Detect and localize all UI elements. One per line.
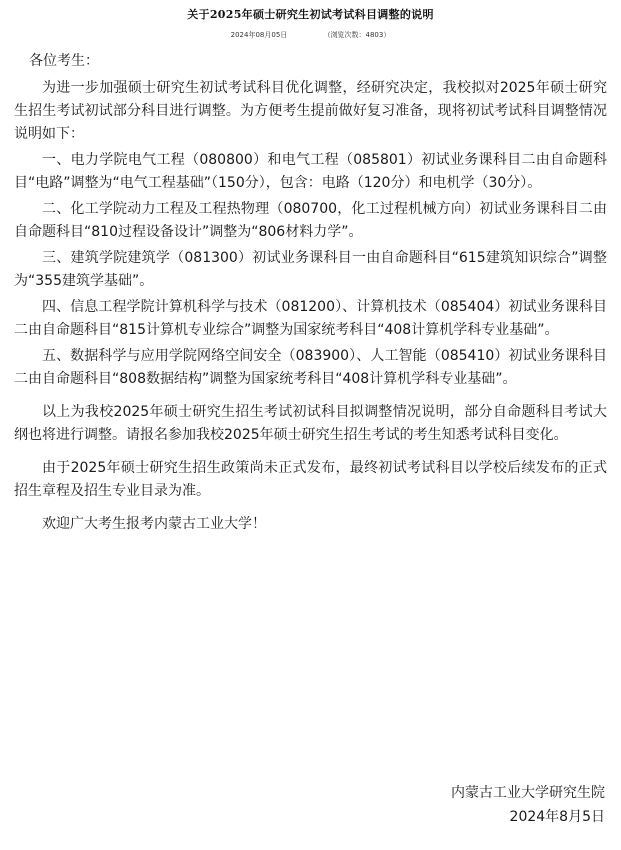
article-body [14, 50, 607, 539]
intro-paragraph: 为进一步加强硕士研究生初试考试科目优化调整，经研究决定，我校拟对2025年硕士研究生招生考试初试部分科目进行调整。为方便考生提前做好复习准备，现将初试考试科目调整情况说明如下： [14, 80, 607, 142]
greeting: 各位考生： [29, 53, 99, 69]
signature-block [451, 781, 605, 829]
article-meta [0, 30, 621, 40]
page-title: 关于2025年硕士研究生初试考试科目调整的说明 [187, 8, 434, 21]
welcome-paragraph: 欢迎广大考生报考内蒙古工业大学！ [42, 516, 266, 532]
item-paragraph-4: 四、信息工程学院计算机科学与技术（081200）、计算机技术（085404）初试业务课科目二由自命题科目“815计算机专业综合”调整为国家统考科目“408计算机学科专业基础”。 [14, 299, 607, 338]
closing-paragraph-1: 以上为我校2025年硕士研究生招生考试初试科目拟调整情况说明，部分自命题科目考试大纲也将进行调整。请报名参加我校2025年硕士研究生招生考试的考生知悉考试科目变化。 [14, 404, 607, 443]
item-paragraph-3: 三、建筑学院建筑学（081300）初试业务课科目一由自命题科目“615建筑知识综合”调整为“355建筑学基础”。 [14, 250, 607, 289]
publish-date: 2024年08月05日 [230, 31, 288, 39]
item-paragraph-5: 五、数据科学与应用学院网络空间安全（083900）、人工智能（085410）初试业务课科目二由自命题科目“808数据结构”调整为国家统考科目“408计算机学科专业基础”。 [14, 348, 607, 387]
closing-paragraph-2: 由于2025年硕士研究生招生政策尚未正式发布，最终初试考试科目以学校后续发布的正式招生章程及招生专业目录为准。 [14, 460, 607, 499]
view-count: （浏览次数：4803） [323, 31, 391, 39]
signature-date: 2024年8月5日 [509, 809, 605, 825]
item-paragraph-1: 一、电力学院电气工程（080800）和电气工程（085801）初试业务课科目二由自命题科目“电路”调整为“电气工程基础”（150分），包含：电路（120分）和电机学（30分）。 [14, 152, 607, 191]
signature-org: 内蒙古工业大学研究生院 [451, 785, 605, 801]
item-paragraph-2: 二、化工学院动力工程及工程热物理（080700，化工过程机械方向）初试业务课科目二由自命题科目“810过程设备设计”调整为“806材料力学”。 [14, 201, 607, 240]
